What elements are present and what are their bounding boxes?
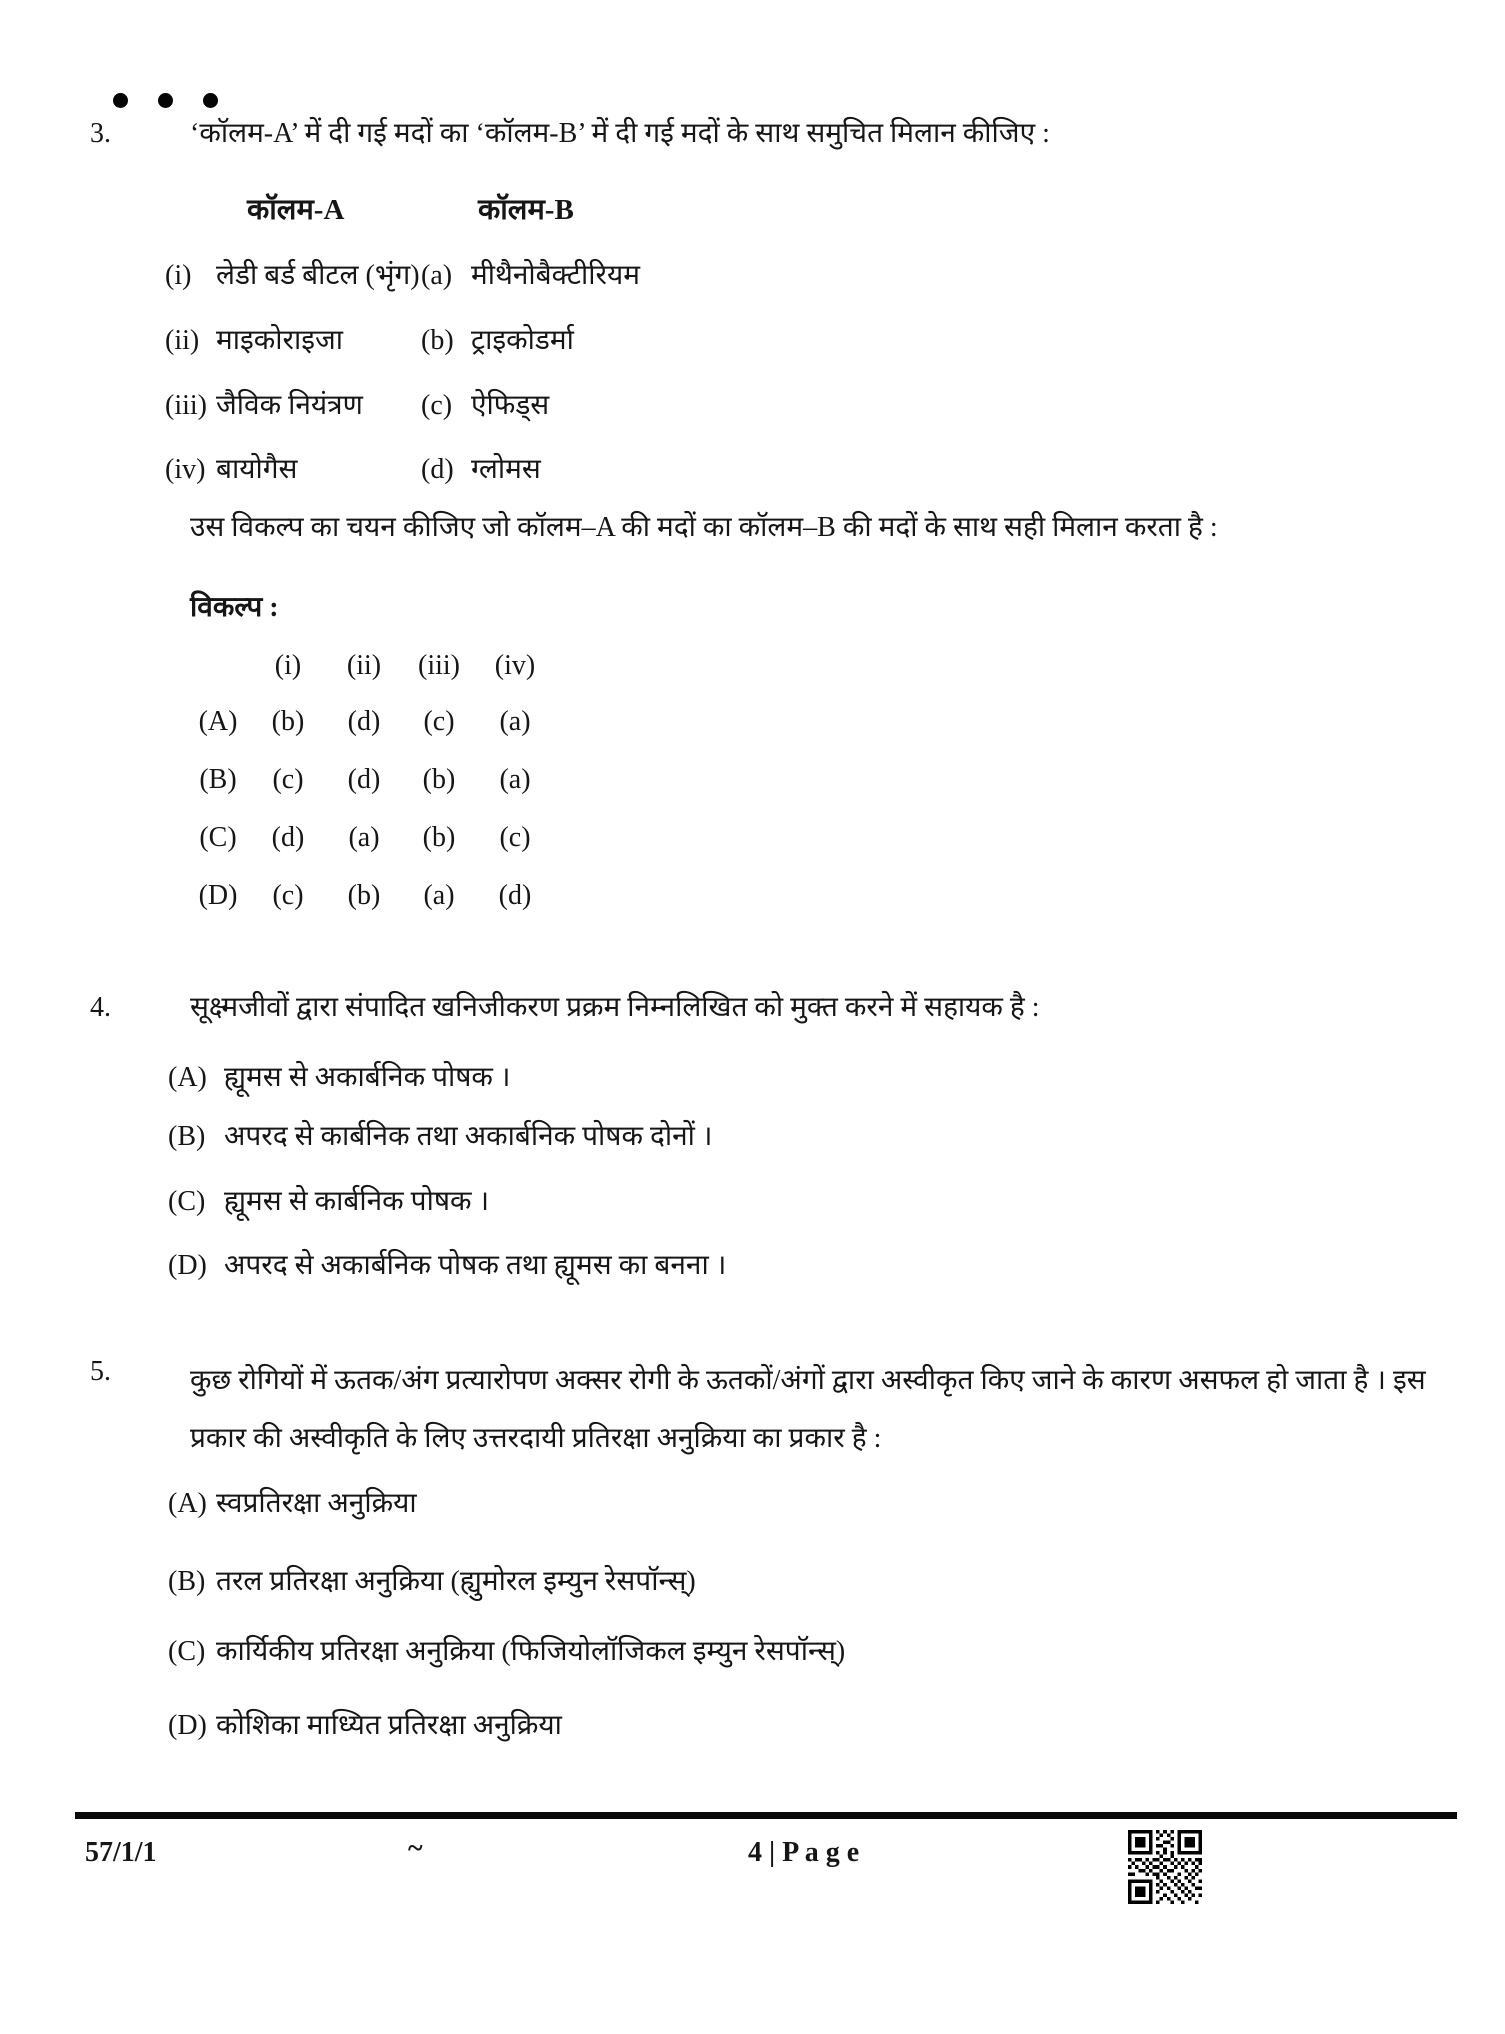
- option-text: ह्यूमस से अकार्बनिक पोषक ।: [224, 1062, 511, 1093]
- match-a-text: लेडी बर्ड बीटल (भृंग): [216, 260, 420, 291]
- grid-value: (a): [423, 880, 455, 911]
- match-a-text: जैविक नियंत्रण: [216, 390, 363, 421]
- option-text: कार्यिकीय प्रतिरक्षा अनुक्रिया (फिजियोलॉजिकल इम्युन रेसपॉन्स्): [216, 1636, 846, 1667]
- option-label: (B): [199, 764, 237, 795]
- option-label: (C): [168, 1186, 206, 1217]
- option-label: (C): [199, 822, 237, 853]
- grid-value: (a): [348, 822, 380, 853]
- match-b-text: ट्राइकोडर्मा: [471, 325, 574, 356]
- column-a-header: कॉलम-A: [247, 194, 345, 226]
- option-label: (A): [198, 706, 238, 737]
- match-a-no: (i): [165, 260, 192, 291]
- grid-header-iii: (iii): [418, 650, 460, 681]
- match-b-text: ग्लोमस: [471, 454, 541, 485]
- match-a-no: (ii): [165, 325, 200, 356]
- match-a-no: (iii): [165, 390, 207, 421]
- q3-options-label: विकल्प :: [190, 592, 279, 623]
- q4-text: सूक्ष्मजीवों द्वारा संपादित खनिजीकरण प्रक्रम निम्नलिखित को मुक्त करने में सहायक है :: [190, 992, 1040, 1023]
- grid-value: (d): [347, 764, 381, 795]
- option-label: (A): [168, 1488, 207, 1519]
- match-b-text: मीथैनोबैक्टीरियम: [471, 260, 640, 291]
- match-b-no: (d): [421, 454, 454, 485]
- match-a-text: माइकोराइजा: [216, 325, 343, 356]
- grid-value: (a): [499, 764, 531, 795]
- q3-select-instruction: उस विकल्प का चयन कीजिए जो कॉलम–A की मदों का कॉलम–B की मदों के साथ सही मिलान करता है :: [190, 512, 1218, 543]
- grid-value: (d): [347, 706, 381, 737]
- q5-number: 5.: [90, 1356, 111, 1387]
- column-b-header: कॉलम-B: [478, 194, 574, 226]
- grid-header-ii: (ii): [346, 650, 382, 681]
- grid-value: (b): [422, 822, 456, 853]
- grid-value: (c): [423, 706, 455, 737]
- qr-code-icon: [1128, 1830, 1202, 1904]
- option-text: ह्यूमस से कार्बनिक पोषक ।: [224, 1186, 490, 1217]
- option-text: अपरद से अकार्बनिक पोषक तथा ह्यूमस का बनना ।: [224, 1250, 727, 1281]
- option-label: (D): [168, 1710, 207, 1741]
- match-b-no: (b): [421, 325, 454, 356]
- match-a-text: बायोगैस: [216, 454, 298, 485]
- grid-header-i: (i): [274, 650, 302, 681]
- option-label: (A): [168, 1062, 207, 1093]
- grid-value: (a): [499, 706, 531, 737]
- option-label: (D): [198, 880, 238, 911]
- grid-value: (b): [422, 764, 456, 795]
- page-number-label: 4 | P a g e: [748, 1837, 860, 1868]
- grid-value: (c): [272, 880, 304, 911]
- grid-value: (d): [498, 880, 532, 911]
- match-b-text: ऐफिड्स: [471, 390, 550, 421]
- grid-value: (b): [271, 706, 305, 737]
- match-a-no: (iv): [165, 454, 206, 485]
- option-text: अपरद से कार्बनिक तथा अकार्बनिक पोषक दोनों ।: [224, 1121, 713, 1152]
- grid-value: (d): [271, 822, 305, 853]
- option-text: स्वप्रतिरक्षा अनुक्रिया: [216, 1488, 417, 1519]
- option-text: तरल प्रतिरक्षा अनुक्रिया (ह्युमोरल इम्युन रेसपॉन्स्): [216, 1566, 696, 1597]
- option-label: (B): [168, 1566, 206, 1597]
- q5-text: कुछ रोगियों में ऊतक/अंग प्रत्यारोपण अक्सर रोगी के ऊतकों/अंगों द्वारा अस्वीकृत किए जाने के कारण असफल हो जाता है । इस प्रकार की अस्वीकृति के लिए उत्तरदायी प्रतिरक्षा अनुक्रिया का प्रकार है :: [190, 1365, 1426, 1454]
- option-label: (C): [168, 1636, 206, 1667]
- grid-value: (c): [499, 822, 531, 853]
- match-b-no: (c): [421, 390, 453, 421]
- option-label: (B): [168, 1121, 206, 1152]
- option-label: (D): [168, 1250, 207, 1281]
- q3-text: ‘कॉलम-A’ में दी गई मदों का ‘कॉलम-B’ में दी गई मदों के साथ समुचित मिलान कीजिए :: [190, 118, 1050, 149]
- grid-value: (b): [347, 880, 381, 911]
- q3-number: 3.: [90, 118, 111, 149]
- grid-value: (c): [272, 764, 304, 795]
- dot-icon: [113, 93, 128, 108]
- tilde-mark: ~: [408, 1833, 423, 1864]
- q4-number: 4.: [90, 992, 111, 1023]
- grid-header-iv: (iv): [494, 650, 536, 681]
- match-b-no: (a): [421, 260, 453, 291]
- paper-code: 57/1/1: [85, 1837, 157, 1868]
- option-text: कोशिका माध्यित प्रतिरक्षा अनुक्रिया: [216, 1710, 562, 1741]
- dot-icon: [203, 93, 218, 108]
- dot-icon: [158, 93, 173, 108]
- footer-divider: [75, 1812, 1457, 1819]
